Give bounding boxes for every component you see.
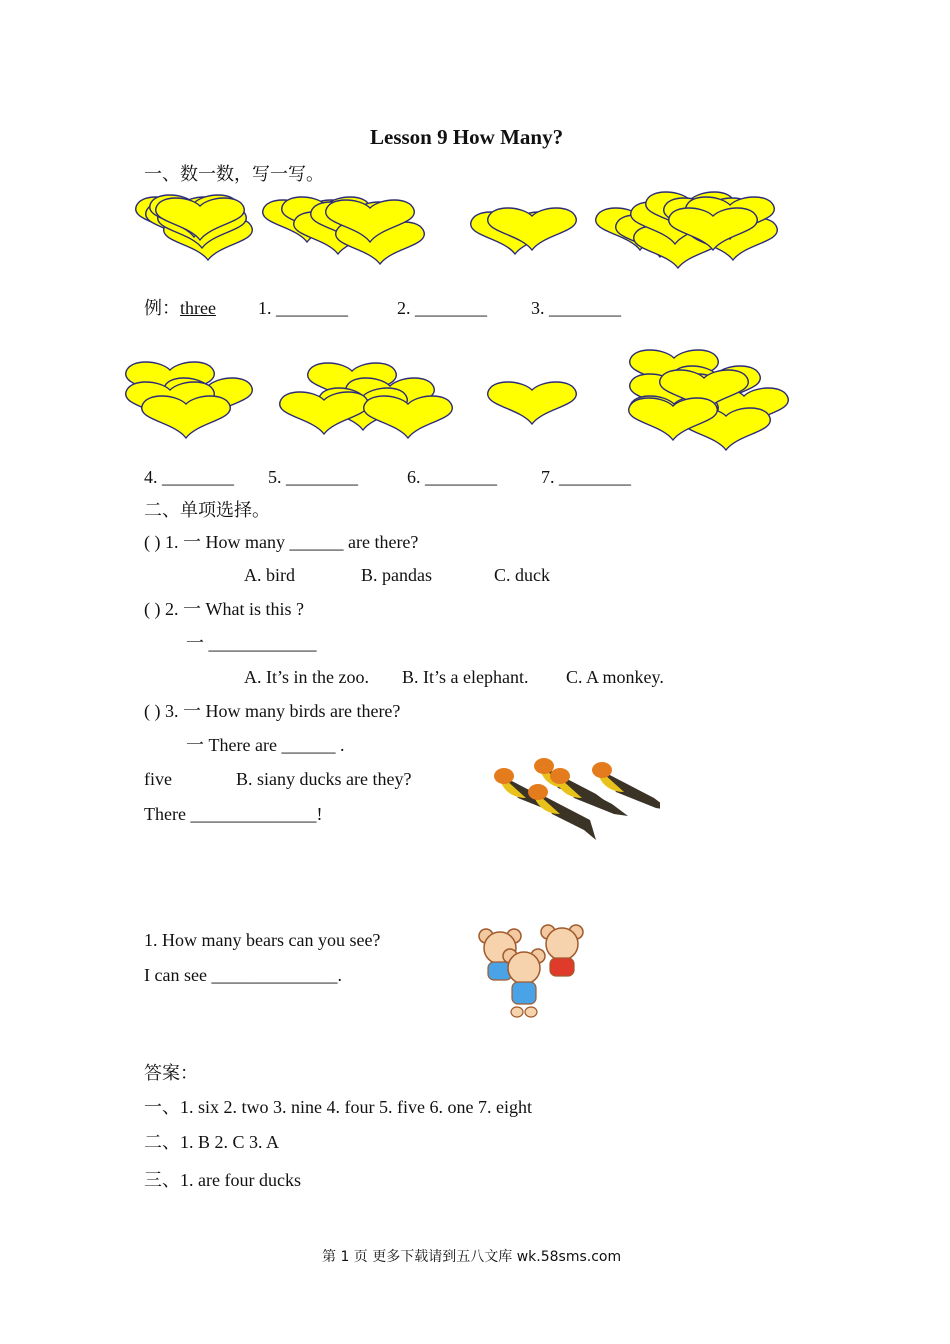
q2-text: ( ) 2. 一 What is this ? [144, 599, 304, 619]
heart-group-row1 [130, 190, 810, 280]
birds-image [470, 748, 660, 848]
blank-6[interactable]: 6. ________ [407, 467, 497, 487]
q1-text: ( ) 1. 一 How many ______ are there? [144, 532, 419, 552]
bears-question: 1. How many bears can you see? [144, 930, 381, 950]
answers-line-1: 一、1. six 2. two 3. nine 4. four 5. five 6. one 7. eight [144, 1097, 532, 1117]
q3-text: ( ) 3. 一 How many birds are there? [144, 701, 401, 721]
q2-option-b[interactable]: B. It’s a elephant. [402, 667, 529, 687]
section2-heading: 二、单项选择。 [144, 500, 270, 520]
q3-option-a[interactable]: five [144, 769, 172, 789]
answers-line-2: 二、1. B 2. C 3. A [144, 1132, 280, 1152]
answers-line-3: 三、1. are four ducks [144, 1170, 301, 1190]
q1-option-c[interactable]: C. duck [494, 565, 550, 585]
example-label [144, 297, 216, 319]
heart-cluster-example [136, 195, 253, 260]
bears-image [468, 922, 594, 1022]
heart-cluster-3 [596, 192, 778, 268]
heart-cluster-7 [629, 350, 789, 450]
bears-answer-line[interactable]: I can see ______________. [144, 965, 342, 985]
blank-3[interactable]: 3. ________ [531, 298, 621, 318]
q2-option-a[interactable]: A. It’s in the zoo. [244, 667, 369, 687]
heart-cluster-5 [280, 363, 453, 438]
answers-heading: 答案： [144, 1063, 198, 1083]
bear-icon [503, 949, 545, 1017]
page-footer: 第 1 页 更多下载请到五八文库 wk.58sms.com [322, 1249, 622, 1265]
q3-option-b[interactable]: B. siany ducks are they? [236, 769, 412, 789]
blank-2[interactable]: 2. ________ [397, 298, 487, 318]
heart-cluster-4 [126, 362, 253, 438]
section1-heading: 一、数一数，写一写。 [144, 164, 324, 184]
heart-cluster-2 [471, 208, 577, 254]
blank-1[interactable]: 1. ________ [258, 298, 348, 318]
q2-option-c[interactable]: C. A monkey. [566, 667, 664, 687]
heart-cluster-1 [263, 197, 425, 264]
blank-4[interactable]: 4. ________ [144, 467, 234, 487]
q2-answer-line[interactable]: 一 ____________ [186, 633, 317, 653]
example-prefix: 例： [144, 298, 180, 318]
blank-5[interactable]: 5. ________ [268, 467, 358, 487]
blank-7[interactable]: 7. ________ [541, 467, 631, 487]
q1-option-a[interactable]: A. bird [244, 565, 295, 585]
heart-cluster-6 [488, 382, 577, 424]
heart-group-row2 [120, 350, 810, 470]
q3-extra-line[interactable]: There ______________! [144, 804, 323, 824]
page-title: Lesson 9 How Many? [370, 125, 564, 149]
q1-option-b[interactable]: B. pandas [361, 565, 432, 585]
example-answer: three [180, 298, 216, 318]
q3-answer-line[interactable]: 一 There are ______ . [186, 735, 345, 755]
bear-icon [541, 925, 583, 976]
